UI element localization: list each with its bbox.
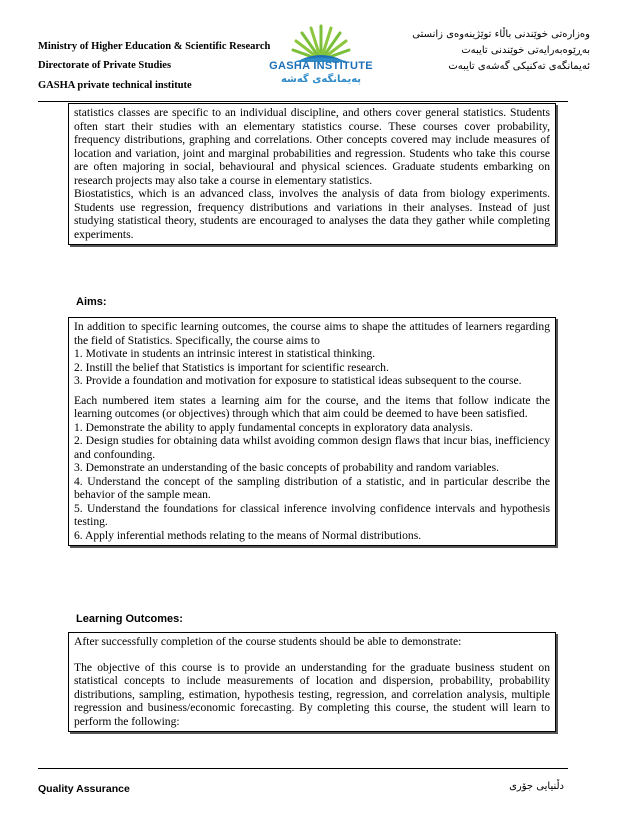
intro-text-box	[68, 103, 556, 245]
aims-box	[68, 317, 556, 546]
list-item: 2. Design studies for obtaining data whilst avoiding common design flaws that incur bias, inefficiency and confounding.	[74, 434, 550, 461]
kurdish-ministry-line: وەزارەتی خوێندنی باڵاء توێژینەوەی زانستی	[412, 29, 590, 40]
outcomes-line: After successfully completion of the course students should be able to demonstrate:	[74, 635, 462, 648]
logo-kurdish-name: پەیمانگەی گەشە	[280, 74, 362, 85]
list-item: 3. Demonstrate an understanding of the basic concepts of probability and random variables.	[74, 461, 499, 474]
gasha-logo	[266, 20, 376, 92]
sunburst-logo-icon	[266, 20, 376, 62]
logo-name: GASHA INSTITUTE	[269, 60, 373, 72]
list-item: 5. Understand the foundations for classical inference involving confidence intervals and hypothesis testing.	[74, 501, 550, 528]
learning-outcomes-heading: Learning Outcomes:	[76, 613, 183, 625]
list-item: 1. Motivate in students an intrinsic interest in statistical thinking.	[74, 347, 376, 360]
outcomes-paragraph: The objective of this course is to provide an understanding for the graduate business student on statistical concepts to include measurements of location and dispersion, probability, probability distributions, sampling, estimation, hypothesis testing, regression, and correlation analysis, multiple regression and business/economic forecasting. By completing this course, the student will learn to perform the following:	[74, 660, 550, 728]
list-item: 1. Demonstrate the ability to apply fundamental concepts in exploratory data analysis.	[74, 420, 473, 434]
aims-second-intro: Each numbered item states a learning aim for the course, and the items that follow indicate the learning outcomes (or objectives) through which that aim could be deemed to have been satisfied.	[74, 393, 550, 420]
list-item: 4. Understand the concept of the sampling distribution of a statistic, and in particular describe the behavior of the sample mean.	[74, 474, 550, 501]
ministry-line: Ministry of Higher Education & Scientific Research	[38, 41, 271, 52]
paragraph: statistics classes are specific to an individual discipline, and others cover general statistics. Students often start their studies with an elementary statistics course. These courses cover probability, frequency distributions, graphing and correlations. Other concepts covered may include measures of location and variation, joint and marginal probabilities and regression. Students who take this course are often majoring in social, behavioural and physical sciences. Graduate students embarking on research projects may also take a course in elementary statistics.	[74, 106, 550, 187]
kurdish-header	[412, 30, 590, 78]
footer-kurdish-label: دڵنیایی جۆری	[509, 781, 564, 792]
kurdish-directorate-line: بەڕێوەبەرایەتی خوێندنی تایبەت	[461, 45, 590, 56]
aims-intro: In addition to specific learning outcomes, the course aims to shape the attitudes of learners regarding the field of Statistics. Specifically, the course aims to	[74, 320, 550, 347]
header-divider	[38, 101, 568, 102]
footer-divider	[38, 768, 568, 769]
footer-quality-assurance: Quality Assurance	[38, 783, 130, 795]
directorate-line: Directorate of Private Studies	[38, 60, 172, 71]
aims-heading: Aims:	[76, 296, 107, 308]
kurdish-institute-line: ئەیمانگەی تەکنیکی گەشەی تایبەت	[448, 61, 590, 72]
institute-line: GASHA private technical institute	[38, 80, 192, 91]
list-item: 3. Provide a foundation and motivation for exposure to statistical ideas subsequent to the course.	[74, 374, 522, 387]
list-item: 6. Apply inferential methods relating to the means of Normal distributions.	[74, 528, 422, 542]
paragraph: Biostatistics, which is an advanced class, involves the analysis of data from biology experiments. Students use regression, frequency distributions and variations in their analyses. Instead of just studying statistical theory, students are encouraged to analyses the data they gather while completing experiments.	[74, 187, 550, 241]
list-item: 2. Instill the belief that Statistics is important for scientific research.	[74, 360, 389, 374]
learning-outcomes-box	[68, 632, 556, 732]
